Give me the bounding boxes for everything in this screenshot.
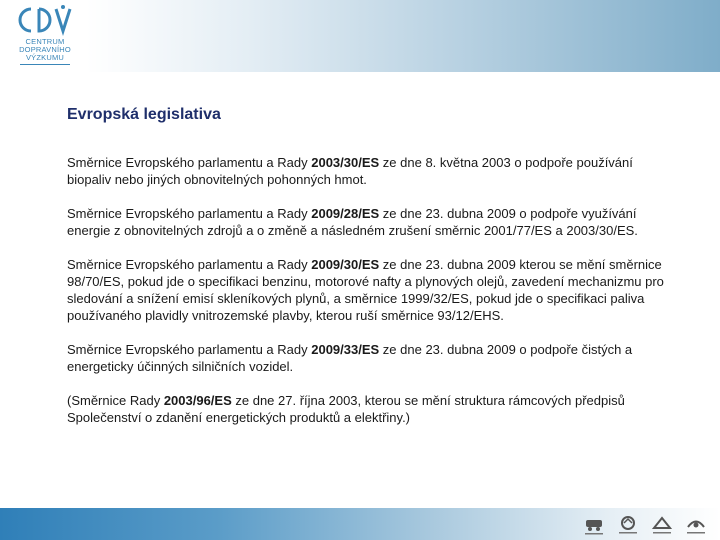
paragraph-text: Směrnice Evropského parlamentu a Rady (67, 206, 312, 221)
logo-underline (20, 64, 70, 65)
slide-content (67, 154, 667, 443)
directive-number: 2009/28/ES (311, 206, 380, 221)
directive-number: 2003/96/ES (163, 393, 232, 408)
paragraph-text: (Směrnice Rady (67, 393, 164, 408)
logo-text-line-1: CENTRUM (25, 37, 65, 46)
directive-number: 2009/30/ES (311, 257, 380, 272)
paragraph-3 (67, 256, 667, 324)
partner-logo-3-icon (650, 514, 674, 536)
slide-title: Evropská legislativa (67, 106, 221, 123)
paragraph-text: Směrnice Evropského parlamentu a Rady (67, 155, 312, 170)
paragraph-text: ze dne 8. května 2003 o podpoře používání biopaliv nebo jiných obnovitelných pohonných hmot. (67, 155, 633, 187)
partner-logo-1-icon (582, 514, 606, 536)
paragraph-text: Směrnice Evropského parlamentu a Rady (67, 257, 312, 272)
partner-logo-4-icon (684, 514, 708, 536)
cdv-logo-mark-icon (14, 4, 76, 38)
header-band (0, 0, 720, 72)
logo-text-line-3: VÝZKUMU (25, 53, 65, 62)
paragraph-4 (67, 341, 667, 375)
paragraph-text: ze dne 27. října 2003, kterou se mění struktura rámcových předpisů Společenství o zdanění energetických produktů a elektřiny.) (67, 393, 625, 425)
paragraph-5 (67, 392, 667, 426)
directive-number: 2003/30/ES (311, 155, 380, 170)
footer-partner-logos (582, 514, 712, 536)
logo-text-line-2: DOPRAVNÍHO (19, 45, 71, 54)
paragraph-2 (67, 205, 667, 239)
paragraph-text: ze dne 23. dubna 2009 kterou se mění směrnice 98/70/ES, pokud jde o specifikaci benzinu, motorové nafty a plynových olejů, zavedení mechanizmu pro sledování a snížení emisí skleníkových plynů, a směrnice 1999/32/ES, pokud jde o specifikaci paliva používaného plavidly vnitrozemské plavby, kterou ruší směrnice 93/12/EHS. (67, 257, 664, 323)
partner-logo-2-icon (616, 514, 640, 536)
paragraph-1 (67, 154, 667, 188)
paragraph-text: Směrnice Evropského parlamentu a Rady (67, 342, 312, 357)
cdv-logo (10, 4, 80, 68)
paragraph-text: ze dne 23. dubna 2009 o podpoře využívání energie z obnovitelných zdrojů a o změně a následném zrušení směrnic 2001/77/ES a 2003/30/ES. (67, 206, 638, 238)
directive-number: 2009/33/ES (311, 342, 380, 357)
paragraph-text: ze dne 23. dubna 2009 o podpoře čistých a energeticky účinných silničních vozidel. (67, 342, 633, 374)
